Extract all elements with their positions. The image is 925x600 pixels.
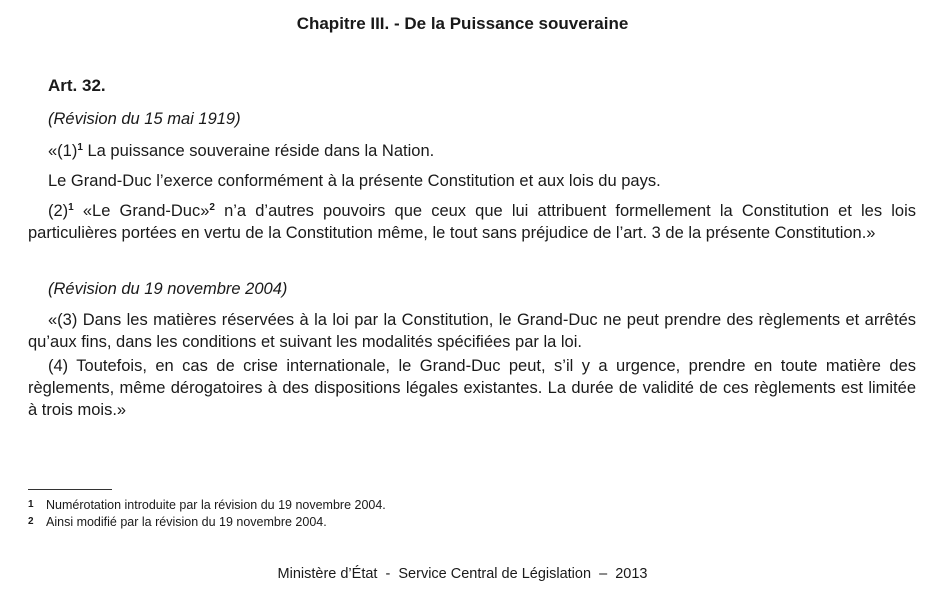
paragraph-3 [28, 200, 916, 244]
revision-note-2004: (Révision du 19 novembre 2004) [48, 280, 288, 298]
footnote-ref-1: 1 [77, 142, 83, 153]
article-heading: Art. 32. [48, 76, 106, 95]
footnote-1 [28, 497, 386, 513]
footnote-1-number: 1 [28, 499, 34, 510]
paragraph-3-prefix: (2) [48, 202, 69, 220]
footnote-1-text: Numérotation introduite par la révision du 19 novembre 2004. [46, 498, 386, 512]
chapter-title: Chapitre III. - De la Puissance souveraine [296, 14, 629, 33]
footnote-ref-2: 2 [209, 202, 215, 213]
paragraph-4: «(3) Dans les matières réservées à la loi par la Constitution, le Grand-Duc ne peut prendre des règlements et arrêtés qu’aux fins, dans les conditions et suivant les modalités spécifiées par la loi. [28, 311, 916, 351]
footnote-2 [28, 514, 327, 530]
paragraph-1-prefix: «(1) [48, 142, 78, 160]
paragraph-3-quote: «Le Grand-Duc» [73, 202, 210, 220]
footnote-2-text: Ainsi modifié par la révision du 19 novembre 2004. [46, 515, 327, 529]
paragraph-1 [28, 140, 916, 162]
footnote-2-number: 2 [28, 516, 34, 527]
page-footer: Ministère d’État - Service Central de Législation – 2013 [277, 566, 648, 582]
footnote-ref-1b: 1 [68, 202, 74, 213]
paragraph-3-text: n’a d’autres pouvoirs que ceux que lui attribuent formellement la Constitution et les lois particulières portées en vertu de la Constitution même, le tout sans préjudice de l’art. 3 de la présente Constitution.» [28, 202, 916, 242]
footnote-divider [28, 489, 112, 490]
paragraph-5: (4) Toutefois, en cas de crise internationale, le Grand-Duc peut, s’il y a urgence, prendre en toute matière des règlements, même dérogatoires à des dispositions légales existantes. La durée de validité de ces règlements est limitée à trois mois.» [28, 357, 916, 419]
paragraph-2: Le Grand-Duc l’exerce conformément à la présente Constitution et aux lois du pays. [48, 172, 661, 190]
paragraph-1-text: La puissance souveraine réside dans la Nation. [82, 142, 435, 160]
revision-note-1919: (Révision du 15 mai 1919) [48, 110, 241, 128]
